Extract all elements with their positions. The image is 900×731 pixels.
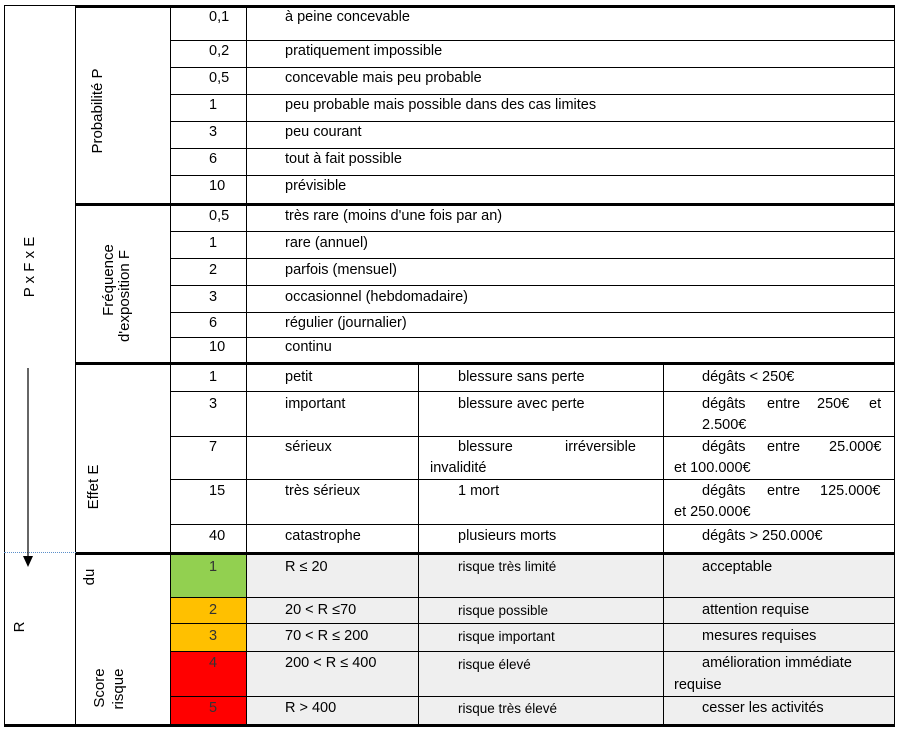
- row-line: [171, 94, 895, 95]
- section-separator-2: [76, 362, 895, 365]
- frequency-label: occasionnel (hebdomadaire): [285, 289, 468, 305]
- frequency-label: régulier (journalier): [285, 315, 407, 331]
- probability-value: 1: [209, 97, 218, 113]
- effect-injury: plusieurs morts: [458, 528, 557, 544]
- probability-value: 3: [209, 124, 218, 140]
- effect-damage-word: 125.000€: [820, 483, 881, 499]
- bottom-border: [4, 724, 895, 727]
- value-column-divider-left: [170, 5, 171, 725]
- effect-damage-word: dégâts: [702, 439, 746, 455]
- frequency-label: très rare (moins d'une fois par an): [285, 208, 503, 224]
- probability-label: pratiquement impossible: [285, 43, 443, 59]
- frequency-label: rare (annuel): [285, 235, 369, 251]
- score-level: 3: [209, 628, 218, 644]
- score-action: amélioration immédiate: [702, 655, 852, 671]
- frequency-value: 3: [209, 289, 218, 305]
- row-line: [171, 175, 895, 176]
- dotted-separator: [4, 552, 76, 553]
- effect-damage-word: 25.000€: [829, 439, 882, 455]
- row-line: [171, 436, 895, 437]
- section-effect: Effet E: [85, 464, 102, 510]
- axis-label-r: R: [11, 621, 28, 633]
- row-line: [171, 597, 895, 598]
- effect-damage-line2: 2.500€: [702, 417, 747, 433]
- score-range: 200 < R ≤ 400: [285, 655, 377, 671]
- section-score-top: du: [81, 568, 98, 586]
- effect-injury: blessure sans perte: [458, 369, 585, 385]
- effect-label: très sérieux: [285, 483, 360, 499]
- frequency-value: 10: [209, 339, 226, 355]
- effect-damage-line2: et 250.000€: [674, 504, 751, 520]
- probability-label: prévisible: [285, 178, 347, 194]
- score-action: mesures requises: [702, 628, 817, 644]
- row-line: [171, 312, 895, 313]
- effect-label: catastrophe: [285, 528, 361, 544]
- section-frequency-line2: d'exposition F: [116, 249, 133, 343]
- score-range: R ≤ 20: [285, 559, 328, 575]
- probability-label: peu courant: [285, 124, 362, 140]
- row-line: [171, 623, 895, 624]
- effect-label: sérieux: [285, 439, 332, 455]
- probability-value: 0,5: [209, 70, 230, 86]
- score-risk: risque élevé: [458, 657, 531, 672]
- probability-value: 6: [209, 151, 218, 167]
- row-line: [171, 285, 895, 286]
- effect-damage-line2: et 100.000€: [674, 460, 751, 476]
- top-border: [76, 5, 895, 8]
- probability-label: à peine concevable: [285, 9, 410, 25]
- row-line: [171, 40, 895, 41]
- row-line: [171, 258, 895, 259]
- probability-value: 0,1: [209, 9, 230, 25]
- effect-damage-word: 250€: [817, 396, 850, 412]
- effect-injury: blessure avec perte: [458, 396, 585, 412]
- left-border: [4, 5, 5, 725]
- effect-injury-line2: invalidité: [430, 460, 487, 476]
- section-frequency-line1: Fréquence: [100, 244, 117, 316]
- row-line: [171, 524, 895, 525]
- row-line: [171, 121, 895, 122]
- probability-label: concevable mais peu probable: [285, 70, 482, 86]
- effect-damage-word: dégâts: [702, 483, 746, 499]
- section-separator-1: [76, 203, 895, 206]
- section-probability: Probabilité P: [89, 68, 106, 154]
- row-line: [171, 391, 895, 392]
- score-action: cesser les activités: [702, 700, 824, 716]
- probability-label: tout à fait possible: [285, 151, 402, 167]
- score-risk: risque très élevé: [458, 701, 558, 716]
- frequency-value: 6: [209, 315, 218, 331]
- score-risk: risque très limité: [458, 559, 557, 574]
- top-left-border: [4, 5, 76, 6]
- effect-value: 40: [209, 528, 226, 544]
- score-range: R > 400: [285, 700, 337, 716]
- row-line: [171, 67, 895, 68]
- frequency-value: 0,5: [209, 208, 230, 224]
- frequency-value: 1: [209, 235, 218, 251]
- score-range: 70 < R ≤ 200: [285, 628, 369, 644]
- row-line: [171, 651, 895, 652]
- axis-label-pfe: P x F x E: [21, 236, 38, 298]
- score-risk: risque possible: [458, 603, 549, 618]
- probability-value: 10: [209, 178, 226, 194]
- effect-injury-word: irréversible: [565, 439, 636, 455]
- effect-value: 3: [209, 396, 218, 412]
- arrow-down-icon: [21, 368, 35, 568]
- frequency-label: parfois (mensuel): [285, 262, 398, 278]
- effect-label: important: [285, 396, 346, 412]
- score-action: acceptable: [702, 559, 773, 575]
- effect-damage-word: entre: [767, 483, 801, 499]
- row-line: [171, 696, 895, 697]
- effect-value: 15: [209, 483, 226, 499]
- score-level: 4: [209, 655, 218, 671]
- section-column-divider: [75, 5, 76, 725]
- effect-value: 7: [209, 439, 218, 455]
- score-range: 20 < R ≤70: [285, 602, 357, 618]
- effect-injury: 1 mort: [458, 483, 500, 499]
- section-score-line2: risque: [110, 668, 127, 710]
- value-column-divider-right: [246, 5, 247, 725]
- effect-damage-word: entre: [767, 439, 801, 455]
- score-level: 2: [209, 602, 218, 618]
- effect-damage: dégâts < 250€: [702, 369, 795, 385]
- score-level: 5: [209, 700, 218, 716]
- effect-damage: dégâts > 250.000€: [702, 528, 823, 544]
- effect-damage-word: et: [869, 396, 882, 412]
- effect-value: 1: [209, 369, 218, 385]
- probability-label: peu probable mais possible dans des cas limites: [285, 97, 597, 113]
- row-line: [171, 148, 895, 149]
- effect-damage-word: entre: [767, 396, 801, 412]
- section-score-line1: Score: [91, 668, 108, 708]
- frequency-label: continu: [285, 339, 332, 355]
- effect-column-divider-2: [663, 364, 664, 725]
- effect-injury-word: blessure: [458, 439, 513, 455]
- section-separator-3: [76, 552, 895, 555]
- probability-value: 0,2: [209, 43, 230, 59]
- row-line: [171, 337, 895, 338]
- score-risk: risque important: [458, 629, 555, 644]
- frequency-value: 2: [209, 262, 218, 278]
- score-action-line2: requise: [674, 677, 722, 693]
- effect-column-divider-1: [418, 364, 419, 725]
- score-level: 1: [209, 559, 218, 575]
- right-border: [894, 5, 895, 725]
- effect-damage-word: dégâts: [702, 396, 746, 412]
- effect-label: petit: [285, 369, 313, 385]
- score-action: attention requise: [702, 602, 810, 618]
- row-line: [171, 231, 895, 232]
- row-line: [171, 479, 895, 480]
